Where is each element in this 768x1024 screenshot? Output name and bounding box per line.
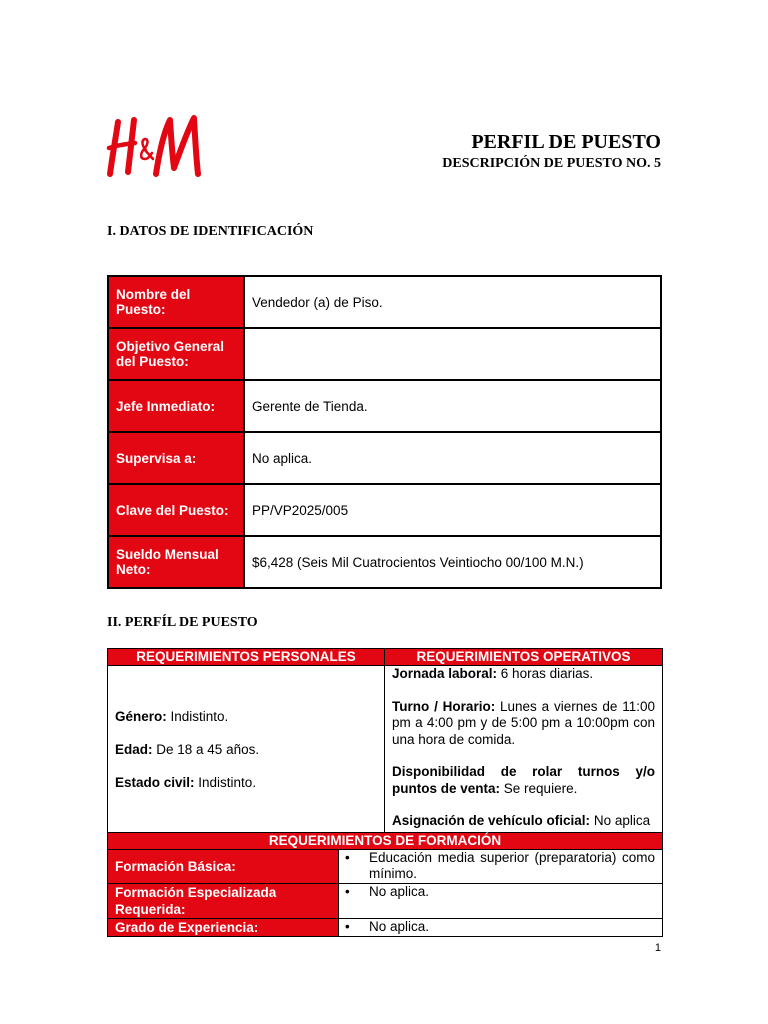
section-1-heading: I. DATOS DE IDENTIFICACIÓN (107, 224, 314, 239)
table-row (108, 484, 661, 536)
personal-requirements-cell (108, 666, 385, 833)
training-label: Formación Especializada Requerida: (108, 884, 339, 919)
row-value: $6,428 (Seis Mil Cuatrocientos Veintiocho 00/100 M.N.) (244, 536, 661, 588)
training-value: • No aplica. (339, 919, 663, 937)
operative-item: Jornada laboral: 6 horas diarias. (392, 666, 594, 681)
row-value: PP/VP2025/005 (244, 484, 661, 536)
row-value: No aplica. (244, 432, 661, 484)
table-row (108, 432, 661, 484)
hm-logo (104, 112, 204, 182)
training-value: • No aplica. (339, 884, 663, 919)
personal-requirements-header: REQUERIMIENTOS PERSONALES (108, 649, 385, 666)
row-label: Jefe Inmediato: (108, 380, 244, 432)
profile-table (107, 648, 663, 937)
personal-item: Género: Indistinto. (115, 708, 229, 724)
personal-item: Estado civil: Indistinto. (115, 774, 257, 790)
personal-item: Edad: De 18 a 45 años. (115, 741, 260, 757)
document-subtitle: DESCRIPCIÓN DE PUESTO NO. 5 (442, 156, 661, 171)
row-label: Nombre del Puesto: (108, 276, 244, 328)
operative-item: Asignación de vehículo oficial: No aplica (392, 813, 651, 828)
row-value: Vendedor (a) de Piso. (244, 276, 661, 328)
training-label: Formación Básica: (108, 850, 339, 884)
row-label: Sueldo Mensual Neto: (108, 536, 244, 588)
identification-table (107, 275, 662, 589)
row-label: Objetivo General del Puesto: (108, 328, 244, 380)
training-requirements-header: REQUERIMIENTOS DE FORMACIÓN (108, 833, 663, 850)
table-row (108, 328, 661, 380)
table-row (108, 380, 661, 432)
operative-requirements-cell (385, 666, 663, 833)
bullet-icon: • (345, 884, 350, 899)
training-label: Grado de Experiencia: (108, 919, 339, 937)
row-label: Supervisa a: (108, 432, 244, 484)
row-label: Clave del Puesto: (108, 484, 244, 536)
table-row (108, 276, 661, 328)
operative-item: Turno / Horario: Lunes a viernes de 11:00 pm a 4:00 pm y de 5:00 pm a 10:00pm con una hora de comida. (392, 698, 656, 747)
bullet-icon: • (345, 850, 350, 865)
row-value: Gerente de Tienda. (244, 380, 661, 432)
document-title: PERFIL DE PUESTO (471, 131, 661, 153)
operative-requirements-header: REQUERIMIENTOS OPERATIVOS (385, 649, 663, 666)
training-value: • Educación media superior (preparatoria) como mínimo. (339, 850, 663, 884)
document-title-block (442, 131, 661, 172)
bullet-icon: • (345, 919, 350, 934)
table-row (108, 536, 661, 588)
section-2-heading: II. PERFÍL DE PUESTO (107, 615, 258, 630)
page-number: 1 (654, 942, 661, 954)
operative-item: Disponibilidad de rolar turnos y/o puntos de venta: Se requiere. (392, 764, 656, 796)
row-value (244, 328, 661, 380)
